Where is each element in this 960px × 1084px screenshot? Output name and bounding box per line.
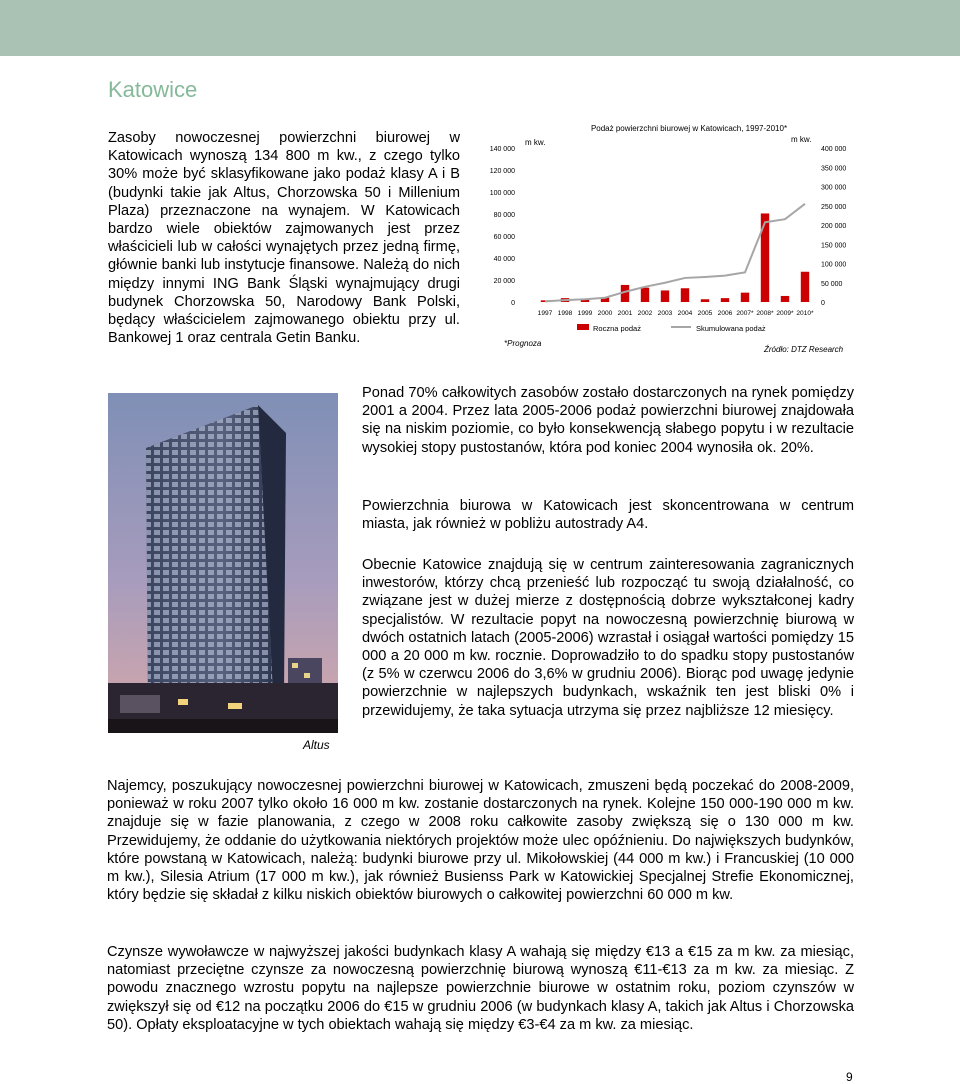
right-axis-tick: 400 000 bbox=[821, 146, 847, 153]
annual-supply-bar bbox=[661, 290, 669, 302]
annual-supply-bar bbox=[801, 272, 809, 302]
paragraph-demand: Obecnie Katowice znajdują się w centrum zainteresowania zagranicznych inwestorów, którzy chcą przenieść lub rozpocząć tu swoją działalność, co związane jest w dużej mierze z dostępnością dobrze wykształconej kadry specjalistów. W rezultacie popyt na nowoczesną powierzchnię biurową w dwóch ostatnich latach (2005-2006) wzrastał i osiągał wartości pomiędzy 15 000 a 20 000 m kw. rocznie. Doprowadziło to do spadku stopy pustostanów (z 5% w czerwcu 2006 do 3,6% w grudniu 2006). Biorąc pod uwagę jedynie powierzchnie w najlepszych budynkach, wskaźnik ten jest bliski 0% i przewidujemy, że taka sytuacja utrzyma się przez najbliższe 12 miesięcy. bbox=[362, 557, 854, 719]
left-axis-unit: m kw. bbox=[525, 138, 546, 147]
paragraph-rents: Czynsze wywoławcze w najwyższej jakości budynkach klasy A wahają się między €13 a €15 za m kw. za miesiąc, natomiast przeciętne czynsze za nowoczesną powierzchnię biurową wynoszą €11-€13 za m kw. za miesiąc. Z powodu znacznego wzrostu popytu na najlepsze powierzchnie biurowe w ostatnim roku, poziom czynszów w zwiększył się od €12 na początku 2006 do €15 w grudniu 2006 (w budynkach klasy A, takich jak Altus i Chorzowska 50). Opłaty eksploatacyjne w tych obiektach wahają się między €3-€4 za m kw. za miesiąc. bbox=[107, 944, 854, 1033]
x-axis-tick: 2003 bbox=[657, 310, 673, 317]
right-axis-tick: 150 000 bbox=[821, 242, 847, 250]
annual-supply-bar bbox=[761, 213, 769, 302]
left-axis-tick: 20 000 bbox=[493, 278, 515, 285]
legend-label-annual: Roczna podaż bbox=[593, 324, 641, 333]
annual-supply-bar bbox=[701, 299, 709, 302]
x-axis-tick: 2000 bbox=[597, 310, 613, 317]
left-axis-tick: 0 bbox=[511, 300, 515, 307]
right-axis-tick: 250 000 bbox=[821, 203, 847, 211]
left-axis-tick: 40 000 bbox=[493, 256, 515, 263]
right-axis-unit: m kw. bbox=[791, 135, 812, 144]
right-axis-tick: 300 000 bbox=[821, 184, 847, 192]
paragraph-location: Powierzchnia biurowa w Katowicach jest skoncentrowana w centrum miasta, jak również w pobliżu autostrady A4. bbox=[362, 498, 854, 533]
office-supply-chart bbox=[477, 117, 860, 352]
annual-supply-bar bbox=[721, 298, 729, 302]
right-axis-tick: 100 000 bbox=[821, 261, 847, 269]
x-axis-tick: 1998 bbox=[557, 310, 573, 317]
paragraph-pipeline: Najemcy, poszukujący nowoczesnej powierzchni biurowej w Katowicach, zmuszeni będą poczekać do 2008-2009, ponieważ w roku 2007 tylko około 16 000 m kw. zostanie dostarczonych na rynek. Kolejne 150 000-190 000 m kw. znajduje się w fazie planowania, z czego w 2008 roku całkowite zasoby zwiększą się o 130 000 m kw. Przewidujemy, że oddanie do użytkowania niektórych projektów może ulec opóźnieniu. Do największych budynków, które powstaną w Katowicach, należą: budynki biurowe przy ul. Mikołowskiej (44 000 m kw.) i Francuskiej (10 000 m kw.), Silesia Atrium (17 000 m kw.), jak również Busienss Park w Katowickiej Specjalnej Strefie Ekonomicznej, który będzie się składał z kilku niskich obiektów biurowych o całkowitej powierzchni 60 000 m kw. bbox=[107, 778, 854, 904]
annual-supply-bar bbox=[681, 288, 689, 302]
x-axis-tick: 2010* bbox=[796, 310, 814, 317]
chart-footnote: *Prognoza bbox=[504, 339, 542, 348]
altus-building-photo bbox=[108, 393, 338, 733]
page-number: 9 bbox=[846, 1070, 853, 1084]
right-axis-tick: 350 000 bbox=[821, 165, 847, 173]
left-axis-tick: 140 000 bbox=[489, 146, 515, 153]
annual-supply-bar bbox=[641, 288, 649, 302]
left-axis-tick: 80 000 bbox=[493, 212, 515, 219]
right-axis-tick: 200 000 bbox=[821, 223, 847, 230]
x-axis-tick: 2006 bbox=[717, 310, 733, 317]
legend-swatch-annual bbox=[577, 324, 589, 330]
chart-svg bbox=[477, 117, 860, 352]
chart-title: Podaż powierzchni biurowej w Katowicach, 1997-2010* bbox=[590, 124, 788, 133]
left-axis-tick: 120 000 bbox=[489, 168, 515, 175]
x-axis-tick: 1999 bbox=[577, 310, 593, 317]
x-axis-tick: 1997 bbox=[537, 310, 553, 317]
intro-paragraph: Zasoby nowoczesnej powierzchni biurowej w Katowicach wynoszą 134 800 m kw., z czego tylko 30% może być sklasyfikowane jako podaż klasy A i B (budynki takie jak Altus, Chorzowska 50 i Millenium Plaza) przeznaczone na wynajem. W Katowicach bardzo wiele obiektów zajmowanych jest przez właścicieli lub w całości wynajętych przez jedną firmę, głównie banki lub instytucje finansowe. Należą do nich między innymi ING Bank Śląski wynajmujący drugi budynek Chorzowska 50, Narodowy Bank Polski, będący właścicielem zajmowanego obiektu przy ul. Bankowej 1 oraz centrala Getin Banku. bbox=[108, 130, 460, 347]
top-banner bbox=[0, 0, 960, 56]
right-axis-tick: 50 000 bbox=[821, 280, 843, 288]
left-axis-tick: 100 000 bbox=[489, 190, 515, 197]
paragraph-supply-history: Ponad 70% całkowitych zasobów zostało dostarczonych na rynek pomiędzy 2001 a 2004. Przez lata 2005-2006 podaż powierzchni biurowej znajdowała się na niskim poziomie, co było konsekwencją słabego popytu i w rezultacie wysokiej stopy pustostanów, która pod koniec 2004 wynosiła ok. 20%. bbox=[362, 385, 854, 456]
page-heading: Katowice bbox=[108, 77, 198, 102]
right-axis-tick: 0 bbox=[821, 300, 825, 307]
annual-supply-bar bbox=[741, 293, 749, 302]
x-axis-tick: 2005 bbox=[697, 310, 713, 317]
x-axis-tick: 2001 bbox=[617, 310, 633, 317]
altus-building-image bbox=[108, 393, 338, 733]
chart-source: Źródło: DTZ Research bbox=[764, 345, 844, 352]
photo-caption: Altus bbox=[303, 738, 330, 752]
x-axis-tick: 2008* bbox=[756, 310, 774, 317]
x-axis-tick: 2004 bbox=[677, 310, 693, 317]
left-axis-tick: 60 000 bbox=[493, 234, 515, 241]
x-axis-tick: 2007* bbox=[736, 310, 754, 317]
x-axis-tick: 2009* bbox=[776, 310, 794, 317]
annual-supply-bar bbox=[781, 296, 789, 302]
legend-label-cumulative: Skumulowana podaż bbox=[696, 324, 766, 333]
x-axis-tick: 2002 bbox=[637, 310, 653, 317]
